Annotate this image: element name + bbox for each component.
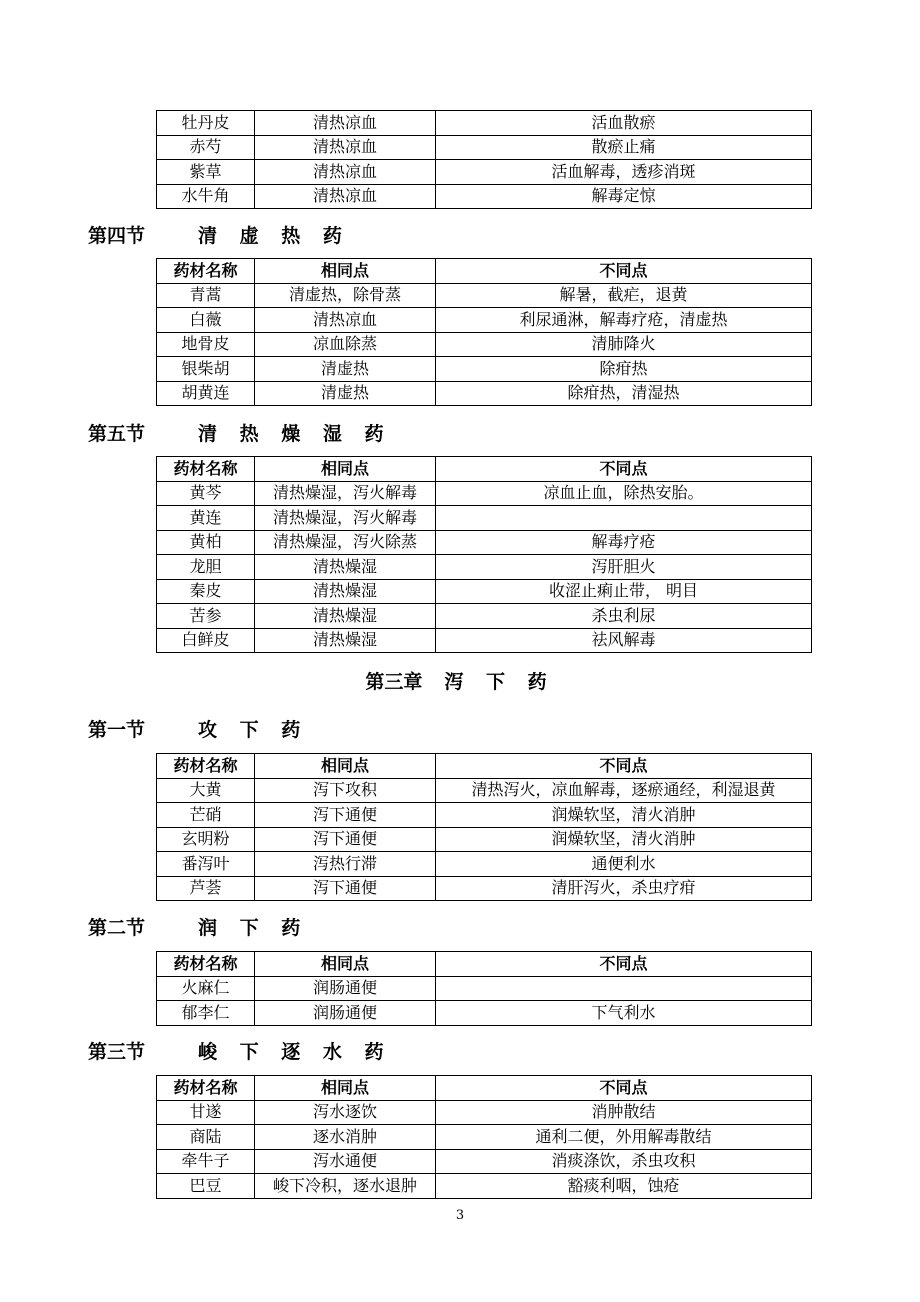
- cell-same: 泻水逐饮: [255, 1100, 436, 1125]
- column-header-name: 药材名称: [157, 457, 255, 482]
- cell-diff: 通便利水: [436, 852, 812, 877]
- cell-diff: 通利二便，外用解毒散结: [436, 1125, 812, 1150]
- table-header-row: [157, 259, 812, 284]
- column-header-same: 相同点: [255, 754, 436, 779]
- cell-diff: 散瘀止痛: [436, 135, 812, 160]
- table-row: [157, 1174, 812, 1199]
- cell-same: 逐水消肿: [255, 1125, 436, 1150]
- cell-diff: 收涩止痢止带， 明目: [436, 579, 812, 604]
- cell-diff: 消痰涤饮，杀虫攻积: [436, 1149, 812, 1174]
- cell-same: 清热凉血: [255, 184, 436, 209]
- table-row: [157, 852, 812, 877]
- cell-name: 番泻叶: [157, 852, 255, 877]
- table-header-row: [157, 952, 812, 977]
- table-row: [157, 332, 812, 357]
- cell-diff: 下气利水: [436, 1001, 812, 1026]
- table-row: [157, 976, 812, 1001]
- column-header-diff: 不同点: [436, 259, 812, 284]
- table-row: [157, 111, 812, 136]
- cell-name: 巴豆: [157, 1174, 255, 1199]
- column-header-diff: 不同点: [436, 952, 812, 977]
- section-title: 峻 下 逐 水 药: [198, 1041, 392, 1063]
- herb-table-ch3-section3: [156, 1075, 812, 1199]
- cell-same: 清热燥湿，泻火除蒸: [255, 530, 436, 555]
- table-row: [157, 555, 812, 580]
- cell-diff: 利尿通淋，解毒疗疮，清虚热: [436, 308, 812, 333]
- cell-diff: 润燥软坚，清火消肿: [436, 803, 812, 828]
- cell-diff: [436, 506, 812, 531]
- chapter-number: 第三章: [365, 671, 423, 693]
- cell-name: 白鲜皮: [157, 628, 255, 653]
- cell-same: 润肠通便: [255, 976, 436, 1001]
- cell-name: 芦荟: [157, 876, 255, 901]
- cell-name: 商陆: [157, 1125, 255, 1150]
- cell-name: 水牛角: [157, 184, 255, 209]
- section-title: 攻 下 药: [198, 719, 309, 741]
- table-row: [157, 160, 812, 185]
- cell-name: 玄明粉: [157, 827, 255, 852]
- table-row: [157, 308, 812, 333]
- cell-name: 龙胆: [157, 555, 255, 580]
- cell-name: 牡丹皮: [157, 111, 255, 136]
- section-number: 第五节: [88, 423, 146, 445]
- section-number: 第三节: [88, 1041, 146, 1063]
- table-row: [157, 381, 812, 406]
- table-row: [157, 778, 812, 803]
- cell-same: 泻下通便: [255, 827, 436, 852]
- cell-same: 清热燥湿: [255, 604, 436, 629]
- cell-diff: 泻肝胆火: [436, 555, 812, 580]
- cell-same: 泻水通便: [255, 1149, 436, 1174]
- cell-same: 清热燥湿: [255, 579, 436, 604]
- cell-same: 清热凉血: [255, 111, 436, 136]
- page-number: 3: [455, 1208, 465, 1223]
- herb-table-top: [156, 110, 812, 209]
- cell-same: 泻下通便: [255, 803, 436, 828]
- cell-same: 清热燥湿: [255, 628, 436, 653]
- column-header-diff: 不同点: [436, 1076, 812, 1101]
- cell-diff: 清热泻火，凉血解毒，逐瘀通经，利湿退黄: [436, 778, 812, 803]
- cell-same: 清虚热: [255, 357, 436, 382]
- section-number: 第二节: [88, 917, 146, 939]
- cell-diff: 活血散瘀: [436, 111, 812, 136]
- cell-diff: 豁痰利咽，蚀疮: [436, 1174, 812, 1199]
- table-row: [157, 184, 812, 209]
- cell-diff: 凉血止血，除热安胎。: [436, 481, 812, 506]
- column-header-diff: 不同点: [436, 457, 812, 482]
- cell-name: 青蒿: [157, 283, 255, 308]
- cell-same: 清热凉血: [255, 160, 436, 185]
- cell-diff: 消肿散结: [436, 1100, 812, 1125]
- table-header-row: [157, 457, 812, 482]
- cell-name: 黄柏: [157, 530, 255, 555]
- cell-same: 凉血除蒸: [255, 332, 436, 357]
- column-header-same: 相同点: [255, 457, 436, 482]
- cell-name: 黄连: [157, 506, 255, 531]
- cell-same: 清虚热，除骨蒸: [255, 283, 436, 308]
- table-row: [157, 506, 812, 531]
- cell-name: 银柴胡: [157, 357, 255, 382]
- cell-same: 泻热行滞: [255, 852, 436, 877]
- cell-diff: 活血解毒，透疹消斑: [436, 160, 812, 185]
- column-header-same: 相同点: [255, 259, 436, 284]
- cell-name: 赤芍: [157, 135, 255, 160]
- section-heading-5: [88, 420, 391, 448]
- column-header-diff: 不同点: [436, 754, 812, 779]
- cell-diff: 祛风解毒: [436, 628, 812, 653]
- chapter-title: 泻 下 药: [444, 671, 555, 693]
- cell-same: 峻下冷积，逐水退肿: [255, 1174, 436, 1199]
- table-row: [157, 1149, 812, 1174]
- table-row: [157, 283, 812, 308]
- cell-same: 清热凉血: [255, 135, 436, 160]
- cell-name: 紫草: [157, 160, 255, 185]
- cell-name: 胡黄连: [157, 381, 255, 406]
- cell-name: 白薇: [157, 308, 255, 333]
- herb-table-section4: [156, 258, 812, 406]
- section-heading-ch3-1: [88, 716, 308, 744]
- section-title: 润 下 药: [198, 917, 309, 939]
- cell-name: 秦皮: [157, 579, 255, 604]
- cell-name: 火麻仁: [157, 976, 255, 1001]
- table-row: [157, 481, 812, 506]
- cell-name: 牵牛子: [157, 1149, 255, 1174]
- cell-name: 黄芩: [157, 481, 255, 506]
- cell-name: 苦参: [157, 604, 255, 629]
- table-row: [157, 1100, 812, 1125]
- table-row: [157, 604, 812, 629]
- column-header-name: 药材名称: [157, 1076, 255, 1101]
- herb-table-section5: [156, 456, 812, 653]
- column-header-name: 药材名称: [157, 259, 255, 284]
- table-row: [157, 135, 812, 160]
- table-row: [157, 628, 812, 653]
- table-row: [157, 803, 812, 828]
- table-row: [157, 1125, 812, 1150]
- cell-name: 甘遂: [157, 1100, 255, 1125]
- column-header-name: 药材名称: [157, 952, 255, 977]
- section-number: 第一节: [88, 719, 146, 741]
- cell-diff: 除疳热，清湿热: [436, 381, 812, 406]
- table-row: [157, 1001, 812, 1026]
- cell-name: 芒硝: [157, 803, 255, 828]
- cell-same: 泻下攻积: [255, 778, 436, 803]
- table-row: [157, 827, 812, 852]
- section-title: 清 热 燥 湿 药: [198, 423, 392, 445]
- column-header-same: 相同点: [255, 1076, 436, 1101]
- table-row: [157, 876, 812, 901]
- cell-diff: 解毒定惊: [436, 184, 812, 209]
- section-heading-ch3-2: [88, 914, 308, 942]
- cell-diff: 清肺降火: [436, 332, 812, 357]
- cell-same: 清热凉血: [255, 308, 436, 333]
- cell-name: 郁李仁: [157, 1001, 255, 1026]
- cell-diff: 润燥软坚，清火消肿: [436, 827, 812, 852]
- table-header-row: [157, 1076, 812, 1101]
- herb-table-ch3-section2: [156, 951, 812, 1026]
- cell-diff: [436, 976, 812, 1001]
- section-title: 清 虚 热 药: [198, 225, 350, 247]
- cell-diff: 解暑，截疟，退黄: [436, 283, 812, 308]
- table-row: [157, 530, 812, 555]
- table-row: [157, 579, 812, 604]
- section-heading-ch3-3: [88, 1038, 391, 1066]
- cell-same: 清热燥湿: [255, 555, 436, 580]
- section-number: 第四节: [88, 225, 146, 247]
- cell-same: 清虚热: [255, 381, 436, 406]
- cell-same: 清热燥湿，泻火解毒: [255, 506, 436, 531]
- cell-same: 泻下通便: [255, 876, 436, 901]
- cell-diff: 除疳热: [436, 357, 812, 382]
- column-header-name: 药材名称: [157, 754, 255, 779]
- table-row: [157, 357, 812, 382]
- herb-table-ch3-section1: [156, 753, 812, 901]
- cell-name: 地骨皮: [157, 332, 255, 357]
- cell-diff: 清肝泻火，杀虫疗疳: [436, 876, 812, 901]
- table-header-row: [157, 754, 812, 779]
- chapter-heading: [0, 668, 920, 696]
- cell-same: 润肠通便: [255, 1001, 436, 1026]
- cell-diff: 解毒疗疮: [436, 530, 812, 555]
- cell-name: 大黄: [157, 778, 255, 803]
- column-header-same: 相同点: [255, 952, 436, 977]
- cell-same: 清热燥湿，泻火解毒: [255, 481, 436, 506]
- cell-diff: 杀虫利尿: [436, 604, 812, 629]
- section-heading-4: [88, 222, 350, 250]
